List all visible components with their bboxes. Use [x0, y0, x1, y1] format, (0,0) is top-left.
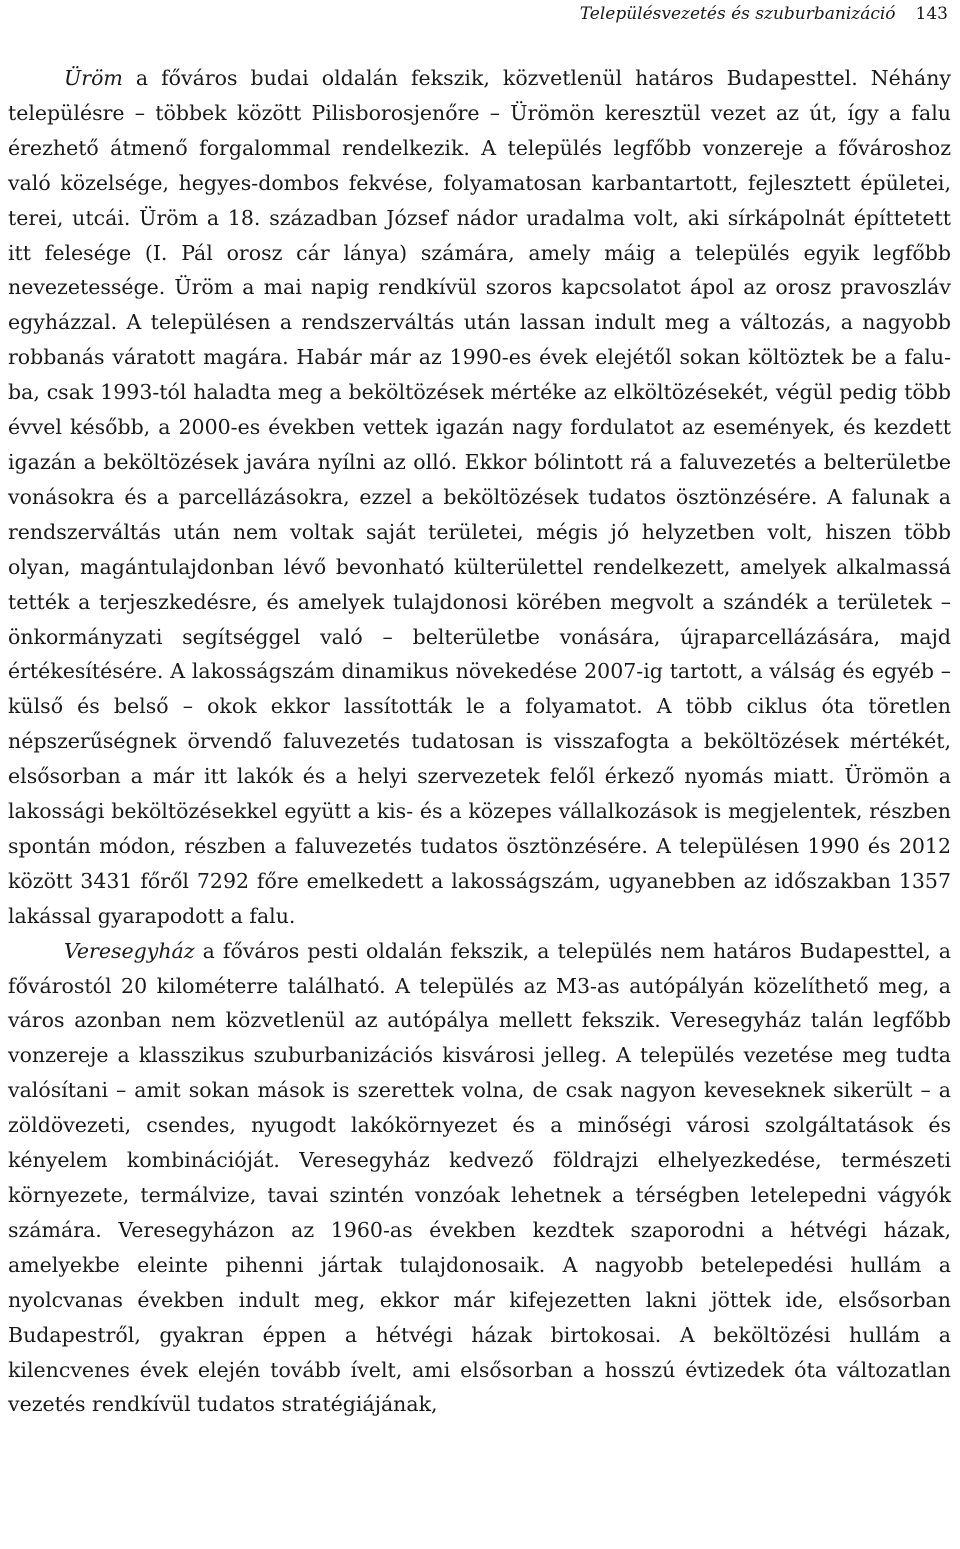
body-text	[8, 61, 951, 1422]
page-number: 143	[915, 4, 948, 24]
paragraph-lead-veresegyhaz: Veresegyház	[64, 938, 195, 963]
paragraph-veresegyhaz	[8, 934, 951, 1423]
paragraph-urom	[8, 61, 951, 934]
paragraph-lead-urom: Üröm	[64, 66, 123, 90]
paragraph-text-urom: a főváros budai oldalán fekszik, közvetlenül határos Budapesttel. Néhány településre – többek között Pilisborosjenőre – Ürömön keresztül vezet az út, így a falu érezhető átmenő forgalommal rendelkezik. A település legfőbb vonzereje a fővároshoz való közelsége, hegyes-dombos fekvése, folyamatosan karbantartott, fejlesztett épületei, terei, utcái. Üröm a 18. században József nádor uradalma volt, aki sírkápolnát építtetett itt felesége (I. Pál orosz cár lánya) számára, amely máig a település egyik legfőbb nevezetessége. Üröm a mai napig rendkívül szoros kapcsolatot ápol az orosz pravoszláv egyházzal. A településen a rendszerváltás után lassan indult meg a változás, a nagyobb robbanás váratott magára. Habár már az 1990-es évek elejétől sokan költöztek be a faluba, csak 1993-tól haladta meg a beköltözések mértéke az elköltözésekét, végül pedig több évvel később, a 2000-es években vettek igazán nagy fordulatot az események, és kezdett igazán a beköltözések javára nyílni az olló. Ekkor bólintott rá a faluvezetés a belterületbe vonásokra és a parcellázásokra, ezzel a beköltözések tudatos ösztönzésére. A falunak a rendszerváltás után nem voltak saját területei, mégis jó helyzetben volt, hiszen több olyan, magántulajdonban lévő bevonható külterülettel rendelkezett, amelyek alkalmassá tették a terjeszkedésre, és amelyek tulajdonosi körében megvolt a szándék a területek – önkormányzati segítséggel való – belterületbe vonására, újraparcellázására, majd értékesítésére. A lakosságszám dinamikus növekedése 2007-ig tartott, a válság és egyéb – külső és belső – okok ekkor lassították le a folyamatot. A több ciklus óta töretlen népszerűségnek örvendő faluvezetés tudatosan is visszafogta a beköltözések mértékét, elsősorban a már itt lakók és a helyi szervezetek felől érkező nyomás miatt. Ürömön a lakossági beköltözésekkel együtt a kis- és a közepes vállalkozások is megjelentek, részben spontán módon, részben a faluvezetés tudatos ösztönzésére. A településen 1990 és 2012 között 3431 főről 7292 főre emelkedett a lakosságszám, ugyanebben az időszakban 1357 lakással gyarapodott a falu.	[8, 66, 951, 928]
running-header	[580, 2, 948, 26]
paragraph-text-veresegyhaz: a főváros pesti oldalán fekszik, a település nem határos Budapesttel, a fővárostól 20 kilométerre található. A település az M3-as autópályán közelíthető meg, a város azonban nem közvetlenül az autópálya mellett fekszik. Veresegyház talán legfőbb vonzereje a klasszikus szuburbanizációs kisvárosi jelleg. A település vezetése meg tudta valósítani – amit sokan mások is szerettek volna, de csak nagyon keveseknek sikerült – a zöldövezeti, csendes, nyugodt lakókörnyezet és a minőségi városi szolgáltatások és kényelem kombinációját. Veresegyház kedvező földrajzi elhelyezkedése, természeti környezete, termálvize, tavai szintén vonzóak lehetnek a térségben letelepedni vágyók számára. Veresegyházon az 1960-as években kezdtek szaporodni a hétvégi házak, amelyekbe eleinte pihenni jártak tulajdonosaik. A nagyobb betelepedési hullám a nyolcvanas években indult meg, ekkor már kifejezetten lakni jöttek ide, elsősorban Budapestről, gyakran éppen a hétvégi házak birtokosai. A beköltözési hullám a kilencvenes évek elején tovább ívelt, ami elsősorban a hosszú évtizedek óta változatlan vezetés rendkívül tudatos stratégiájának,	[8, 938, 951, 1417]
running-header-title: Településvezetés és szuburbanizáció	[579, 4, 896, 24]
